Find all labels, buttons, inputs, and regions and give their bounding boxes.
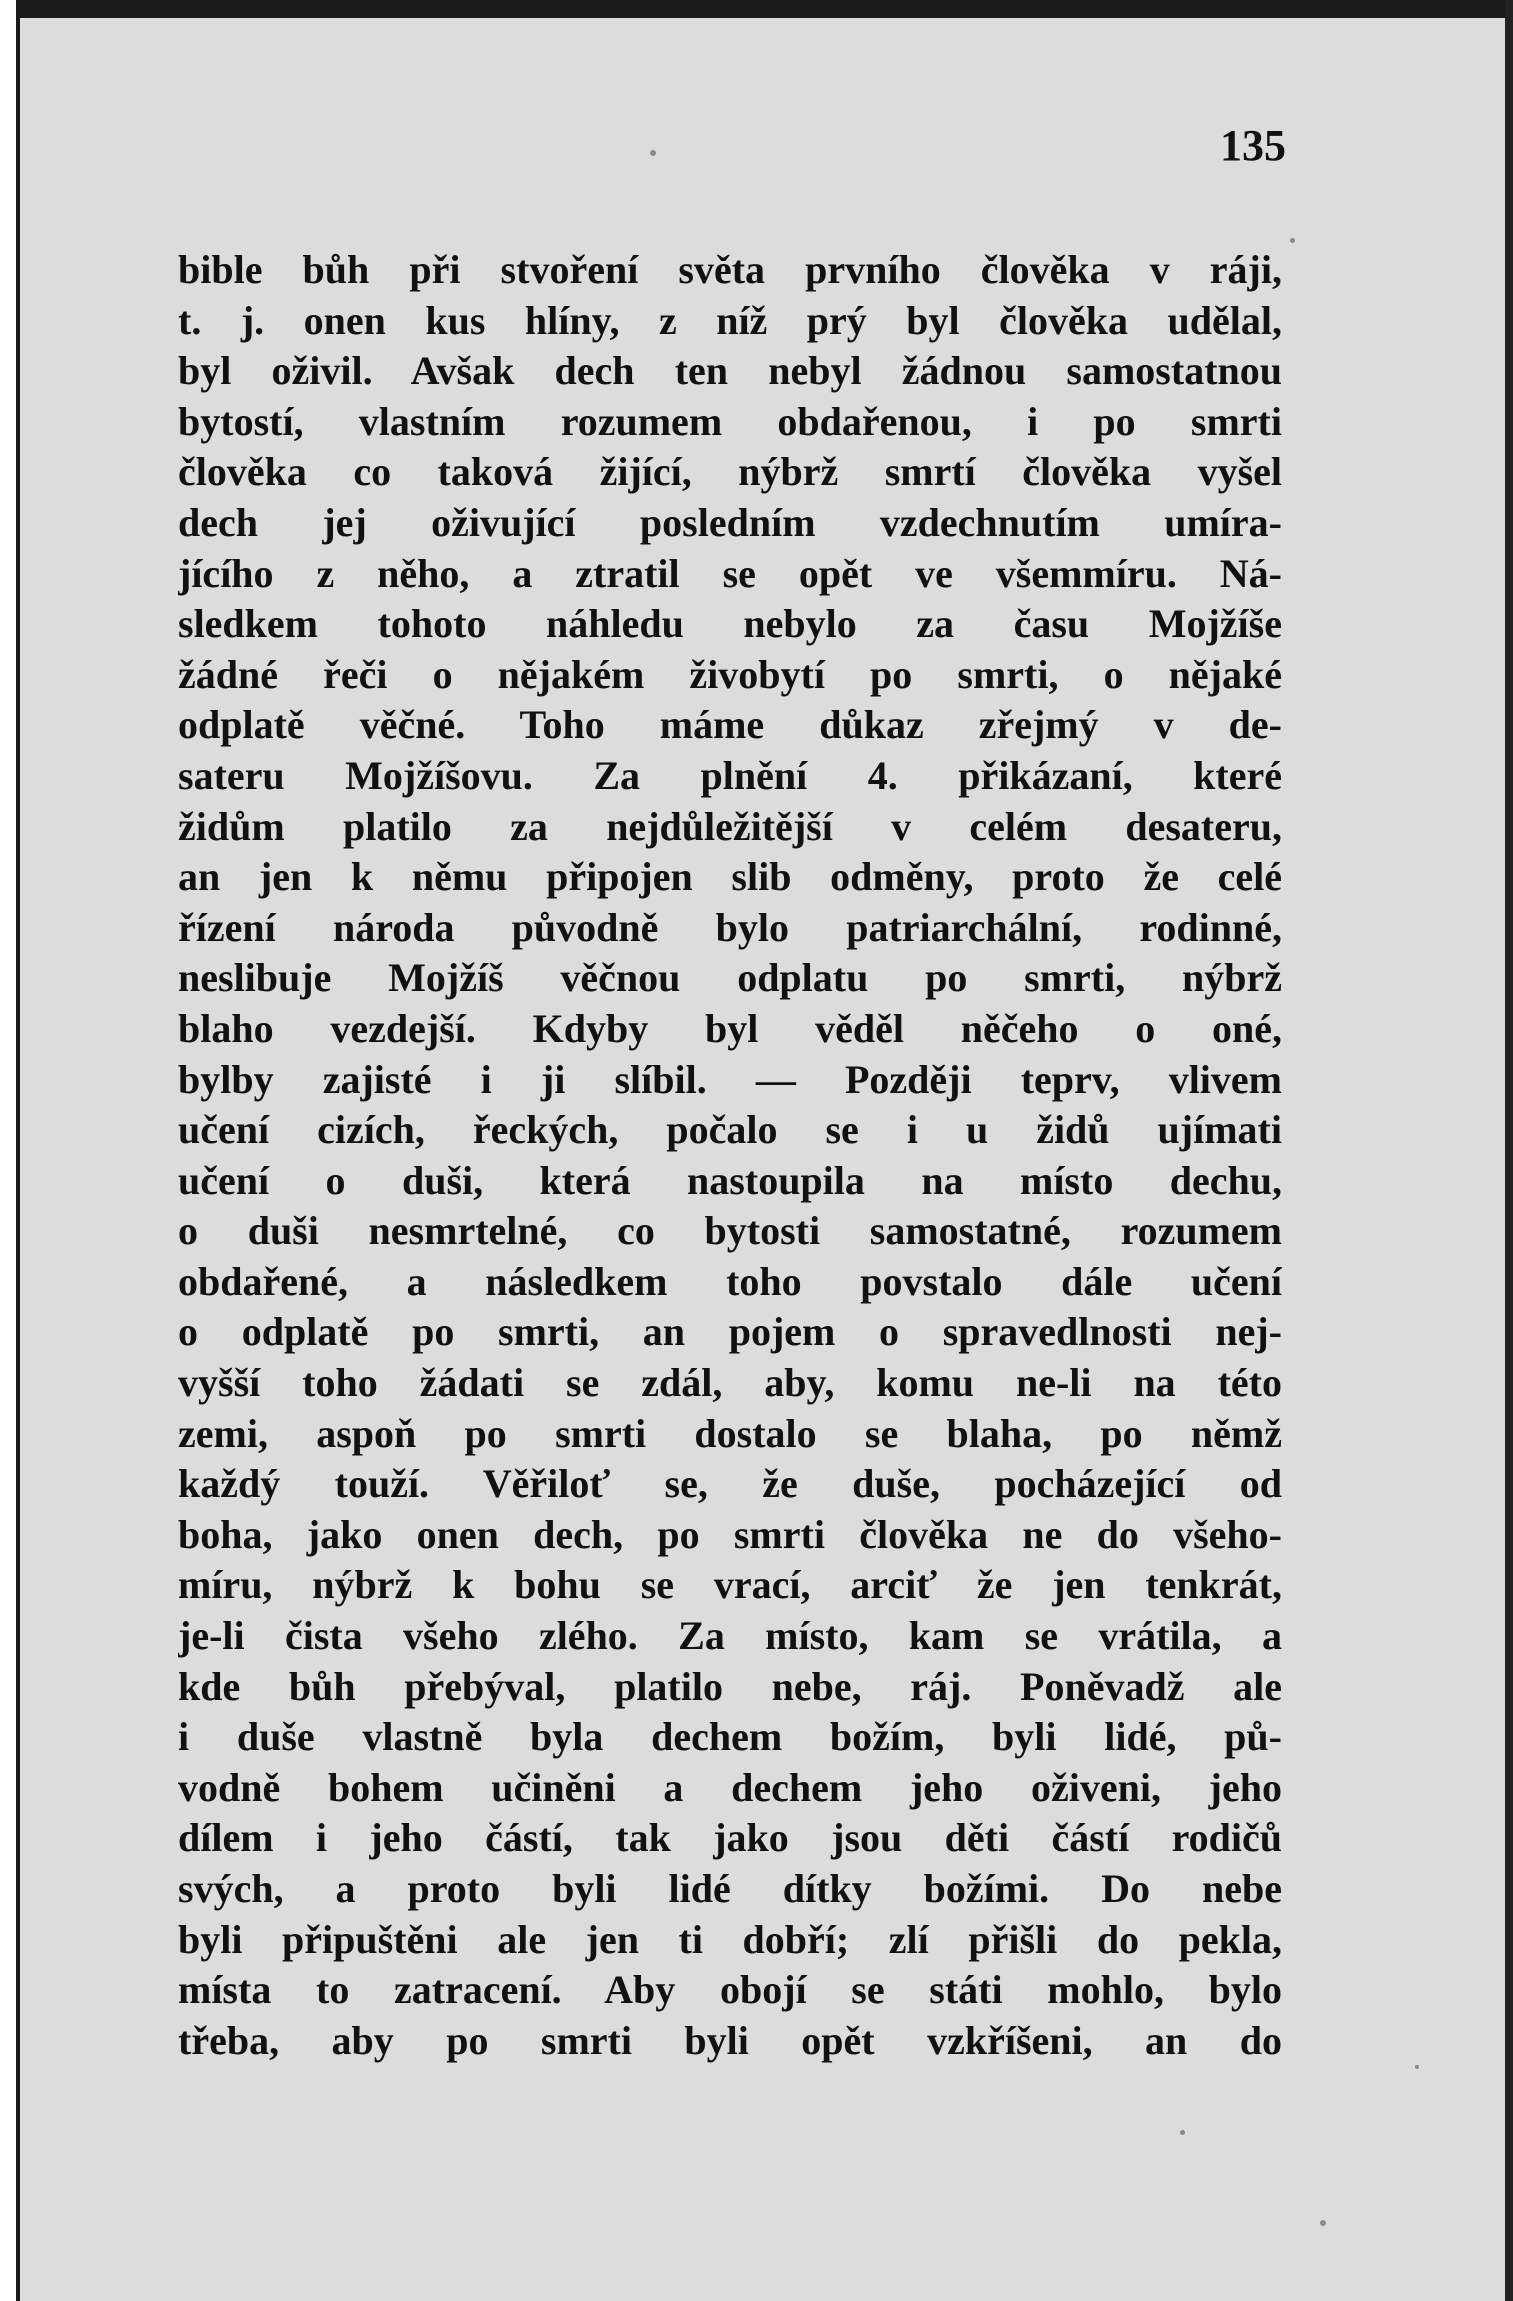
text-line: vodně bohem učiněni a dechem jeho oživeni, jeho xyxy=(178,1764,1282,1810)
text-line: byl oživil. Avšak dech ten nebyl žádnou samostatnou xyxy=(178,348,1282,394)
text-line: bible bůh při stvoření světa prvního člověka v ráji, xyxy=(178,247,1282,292)
speck xyxy=(1180,2130,1185,2135)
body-text xyxy=(178,245,1282,2066)
text-line: je-li čista všeho zlého. Za místo, kam se vrátila, a xyxy=(178,1613,1282,1659)
text-line: žádné řeči o nějakém živobytí po smrti, o nějaké xyxy=(178,651,1282,697)
text-line: boha, jako onen dech, po smrti člověka ne do všeho- xyxy=(178,1511,1282,1557)
text-line: an jen k němu připojen slib odměny, proto že celé xyxy=(178,854,1282,900)
text-line: člověka co taková žijící, nýbrž smrtí člověka vyšel xyxy=(178,449,1282,495)
text-line: neslibuje Mojžíš věčnou odplatu po smrti, nýbrž xyxy=(178,955,1282,1001)
text-line: t. j. onen kus hlíny, z níž prý byl člověka udělal, xyxy=(178,297,1282,343)
text-line: odplatě věčné. Toho máme důkaz zřejmý v de- xyxy=(178,702,1282,748)
page-number: 135 xyxy=(1220,121,1286,170)
text-line: sateru Mojžíšovu. Za plnění 4. přikázaní, které xyxy=(178,752,1282,798)
text-line: jícího z něho, a ztratil se opět ve všemmíru. Ná- xyxy=(178,550,1282,596)
text-line: kde bůh přebýval, platilo nebe, ráj. Poněvadž ale xyxy=(178,1663,1282,1709)
speck xyxy=(1415,2065,1419,2069)
text-line: třeba, aby po smrti byli opět vzkříšeni, an do xyxy=(178,2017,1282,2063)
text-line: učení cizích, řeckých, počalo se i u židů ujímati xyxy=(178,1107,1282,1153)
scan-left-border xyxy=(0,0,20,2301)
scan-top-border xyxy=(0,0,1513,18)
speck xyxy=(1320,2220,1326,2226)
text-line: řízení národa původně bylo patriarchální, rodinné, xyxy=(178,904,1282,950)
text-line: bytostí, vlastním rozumem obdařenou, i po smrti xyxy=(178,398,1282,444)
text-line: místa to zatracení. Aby obojí se státi mohlo, bylo xyxy=(178,1967,1282,2013)
text-line: vyšší toho žádati se zdál, aby, komu ne-li na této xyxy=(178,1360,1282,1406)
speck xyxy=(650,150,656,156)
text-line: i duše vlastně byla dechem božím, byli lidé, pů- xyxy=(178,1714,1282,1760)
text-line: svých, a proto byli lidé dítky božími. Do nebe xyxy=(178,1866,1282,1911)
text-line: o odplatě po smrti, an pojem o spravedlnosti nej- xyxy=(178,1309,1282,1355)
text-line: zemi, aspoň po smrti dostalo se blaha, po němž xyxy=(178,1410,1282,1456)
text-line: obdařené, a následkem toho povstalo dále učení xyxy=(178,1258,1282,1304)
scan-right-border xyxy=(1505,0,1513,2301)
speck xyxy=(1290,238,1295,243)
text-line: blaho vezdejší. Kdyby byl věděl něčeho o oné, xyxy=(178,1005,1282,1051)
text-line: dílem i jeho částí, tak jako jsou děti částí rodičů xyxy=(178,1815,1282,1861)
text-line: o duši nesmrtelné, co bytosti samostatné, rozumem xyxy=(178,1208,1282,1254)
text-line: židům platilo za nejdůležitější v celém desateru, xyxy=(178,803,1282,849)
text-line: každý touží. Věřiloť se, že duše, pocházející od xyxy=(178,1461,1282,1507)
text-line: míru, nýbrž k bohu se vrací, arciť že jen tenkrát, xyxy=(178,1562,1282,1608)
text-line: byli připuštěni ale jen ti dobří; zlí přišli do pekla, xyxy=(178,1916,1282,1962)
text-line: dech jej oživující posledním vzdechnutím umíra- xyxy=(178,499,1282,545)
text-line: bylby zajisté i ji slíbil. — Později teprv, vlivem xyxy=(178,1056,1282,1102)
text-line: sledkem tohoto náhledu nebylo za času Mojžíše xyxy=(178,601,1282,647)
text-line: učení o duši, která nastoupila na místo dechu, xyxy=(178,1157,1282,1203)
